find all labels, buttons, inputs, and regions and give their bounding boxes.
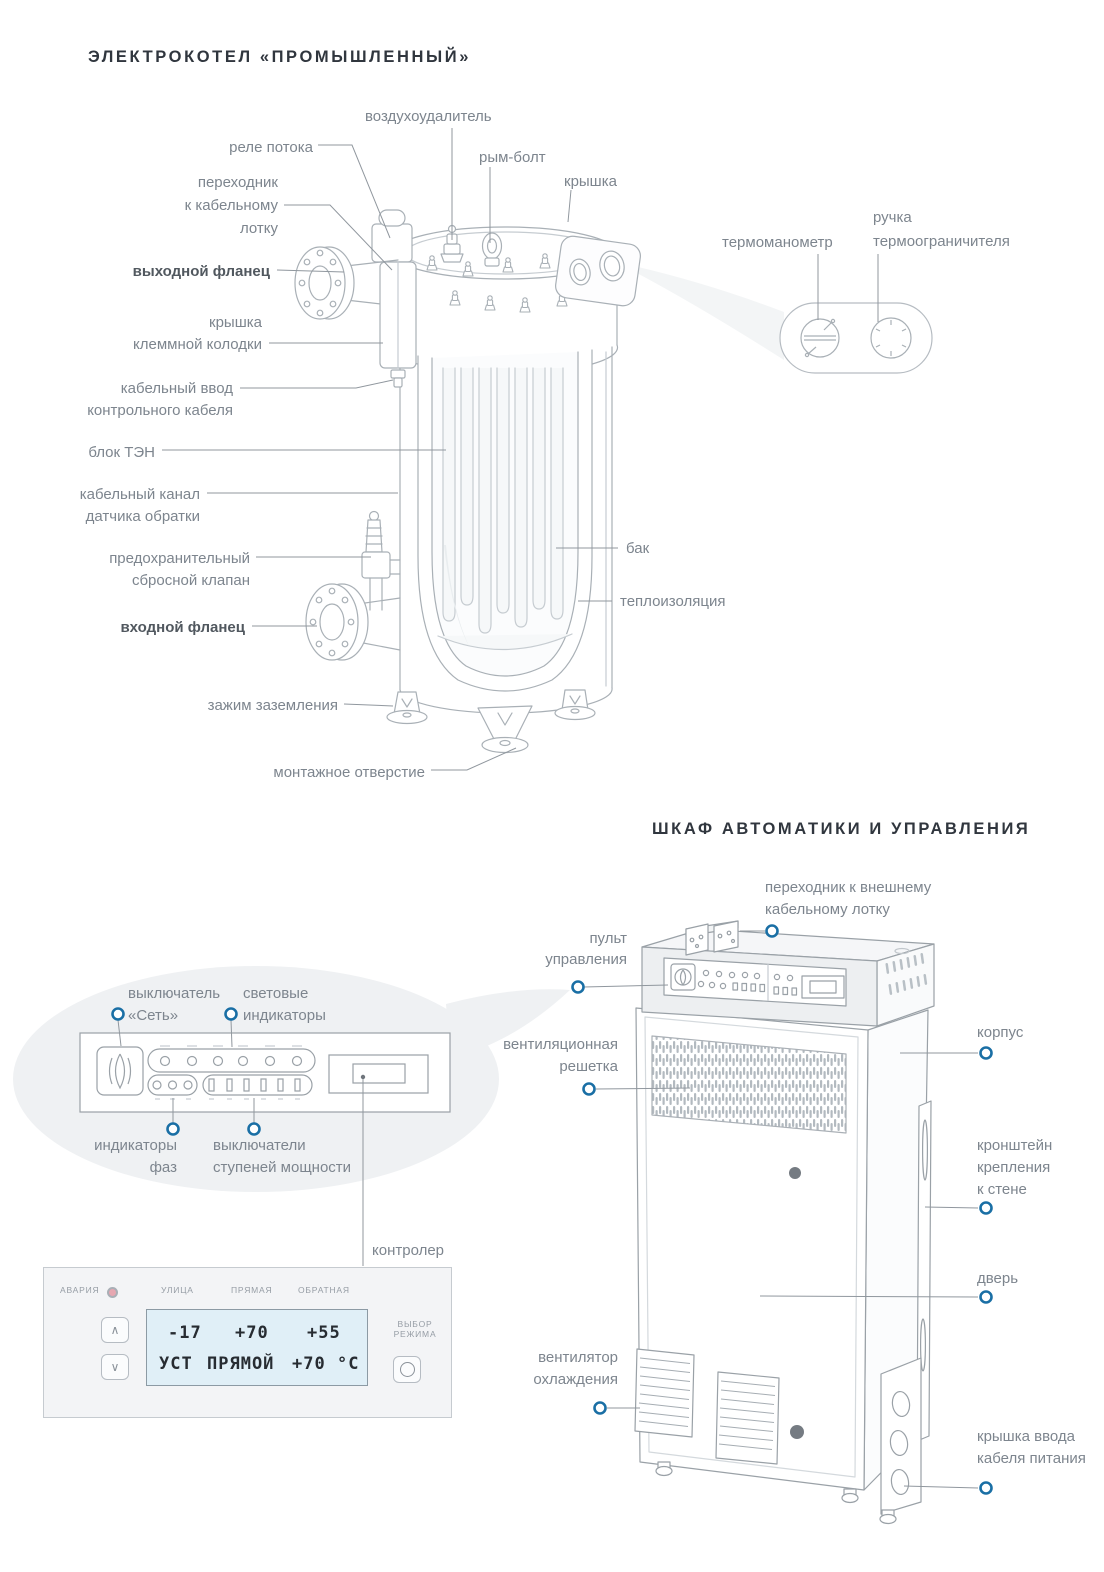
- label-b_safety: [109, 548, 250, 592]
- label-line: ручка: [873, 209, 912, 226]
- label-line: индикаторы: [94, 1137, 177, 1154]
- terminal-box: [380, 262, 416, 387]
- label-line: термоманометр: [722, 234, 833, 251]
- label-line: кабеля питания: [977, 1450, 1086, 1467]
- label-line: индикаторы: [243, 1007, 326, 1024]
- label-line: охлаждения: [533, 1371, 618, 1388]
- label-c_bracket: [977, 1135, 1052, 1201]
- door-knob-bottom: [790, 1425, 804, 1439]
- column-street: УЛИЦА: [161, 1285, 194, 1295]
- cable-entry-cover: [881, 1358, 921, 1514]
- lcd-set-value: +70: [292, 1354, 326, 1374]
- label-line: бак: [626, 540, 650, 557]
- input-flange: [306, 584, 400, 660]
- label-c_cablecover: [977, 1426, 1086, 1470]
- fan-grille-left: [635, 1349, 694, 1437]
- label-b_thermo: [722, 232, 833, 254]
- mode-button: [393, 1356, 421, 1383]
- panel-display: [329, 1055, 428, 1093]
- label-line: выключатель: [128, 985, 221, 1002]
- label-line: кабельному лотку: [765, 901, 890, 918]
- label-c_door: [977, 1268, 1018, 1290]
- lcd-display: [146, 1309, 368, 1386]
- label-line: монтажное отверстие: [273, 764, 425, 781]
- up-button: ∧: [101, 1317, 129, 1343]
- pult-panel-detail: [80, 1033, 450, 1112]
- label-p_controller: [372, 1240, 444, 1262]
- label-line: термоограничителя: [873, 233, 1010, 250]
- limiter-knob-gauge: [871, 318, 911, 358]
- boiler-feet: [387, 690, 595, 753]
- label-p_steps: [213, 1135, 351, 1179]
- label-line: выходной фланец: [132, 263, 270, 280]
- mode-label-line2: РЕЖИМА: [393, 1329, 437, 1339]
- label-line: клеммной колодки: [133, 336, 262, 353]
- alarm-led: [107, 1287, 118, 1298]
- label-b_ten: [88, 442, 155, 464]
- label-c_pult: [545, 928, 627, 970]
- label-b_termcover: [133, 312, 262, 356]
- fan-grille-right: [716, 1372, 779, 1464]
- flow-relay: [372, 210, 412, 262]
- label-line: крепления: [977, 1159, 1051, 1176]
- label-b_rym: [479, 147, 546, 169]
- label-b_insul: [620, 591, 726, 613]
- lcd-unit: °C: [337, 1354, 360, 1374]
- label-line: пульт: [589, 930, 627, 947]
- column-supply: ПРЯМАЯ: [231, 1285, 273, 1295]
- label-line: решетка: [559, 1058, 618, 1075]
- label-line: управления: [545, 951, 627, 968]
- label-line: кронштейн: [977, 1137, 1053, 1154]
- label-c_vent: [503, 1034, 618, 1078]
- label-b_outflange: [133, 261, 270, 283]
- label-line: зажим заземления: [207, 697, 338, 714]
- label-p_phase: [94, 1135, 177, 1179]
- label-p_switch: [128, 983, 220, 1027]
- label-b_tank: [626, 538, 649, 560]
- label-line: крышка: [564, 173, 617, 190]
- ring-bolt: [483, 233, 502, 266]
- label-line: вентиляционная: [503, 1036, 618, 1053]
- mode-select-label: [387, 1319, 443, 1339]
- label-line: переходник к внешнему: [765, 879, 932, 896]
- label-line: крышка ввода: [977, 1428, 1075, 1445]
- label-line: вентилятор: [538, 1349, 618, 1366]
- label-p_lights: [243, 983, 326, 1027]
- boiler-title: ЭЛЕКТРОКОТЕЛ «ПРОМЫШЛЕННЫЙ»: [88, 48, 471, 66]
- label-line: контролер: [372, 1242, 445, 1259]
- column-return: ОБРАТНАЯ: [298, 1285, 350, 1295]
- power-switch: [97, 1047, 143, 1095]
- label-line: «Сеть»: [128, 1007, 179, 1024]
- label-line: контрольного кабеля: [87, 402, 233, 419]
- light-indicators: [148, 1046, 315, 1072]
- label-line: лотку: [239, 220, 278, 237]
- label-c_adapter: [765, 877, 931, 921]
- label-line: датчика обратки: [85, 508, 200, 525]
- lcd-supply-value: +70: [235, 1323, 269, 1343]
- label-b_cablein: [87, 378, 233, 422]
- label-c_korpus: [977, 1022, 1023, 1044]
- label-b_mount: [273, 762, 425, 784]
- lcd-set-label: УСТ: [159, 1354, 193, 1374]
- label-b_adapter: [185, 171, 278, 240]
- label-line: блок ТЭН: [88, 444, 155, 461]
- label-line: световые: [243, 985, 309, 1002]
- thermomanometer-gauge: [801, 319, 839, 357]
- door-knob-top: [789, 1167, 801, 1179]
- label-b_cap: [564, 171, 617, 193]
- relief-valve: [362, 512, 400, 611]
- down-button: ∨: [101, 1354, 129, 1380]
- label-line: входной фланец: [120, 619, 245, 636]
- label-line: кабельный канал: [79, 486, 200, 503]
- label-b_cablechan: [80, 484, 200, 528]
- label-line: кабельный ввод: [120, 380, 233, 397]
- label-b_inflange: [120, 617, 245, 639]
- mode-label-line1: ВЫБОР: [397, 1319, 433, 1329]
- label-line: рым-болт: [479, 149, 546, 166]
- cabinet-title: ШКАФ АВТОМАТИКИ И УПРАВЛЕНИЯ: [652, 820, 1031, 838]
- label-line: выключатели: [213, 1137, 306, 1154]
- label-line: переходник: [197, 174, 278, 191]
- label-line: предохранительный: [109, 550, 250, 567]
- label-b_knob: [873, 206, 1010, 254]
- label-line: сбросной клапан: [131, 572, 250, 589]
- label-line: реле потока: [229, 139, 313, 156]
- label-line: дверь: [977, 1270, 1019, 1287]
- controller-panel: [43, 1267, 452, 1418]
- boiler-illustration: [295, 210, 642, 753]
- label-line: воздухоудалитель: [365, 108, 492, 125]
- label-line: крышка: [209, 314, 262, 331]
- lcd-mode-value: ПРЯМОЙ: [207, 1354, 275, 1374]
- label-line: к стене: [977, 1181, 1027, 1198]
- label-b_flow: [229, 137, 313, 159]
- lcd-return-value: +55: [307, 1323, 341, 1343]
- lcd-street-value: -17: [168, 1323, 202, 1343]
- cabinet-illustration: [635, 921, 934, 1524]
- label-b_ground: [208, 695, 338, 717]
- mode-button-circle-icon: [400, 1362, 415, 1377]
- label-line: корпус: [977, 1024, 1024, 1041]
- label-c_fan: [533, 1347, 618, 1391]
- label-line: ступеней мощности: [213, 1159, 352, 1176]
- label-line: фаз: [149, 1159, 177, 1176]
- gauge-plate: [554, 235, 642, 308]
- power-step-switches: [203, 1075, 312, 1099]
- alarm-label: АВАРИЯ: [60, 1285, 100, 1295]
- label-b_air: [365, 106, 492, 128]
- label-line: к кабельному: [184, 197, 278, 214]
- label-line: теплоизоляция: [620, 593, 726, 610]
